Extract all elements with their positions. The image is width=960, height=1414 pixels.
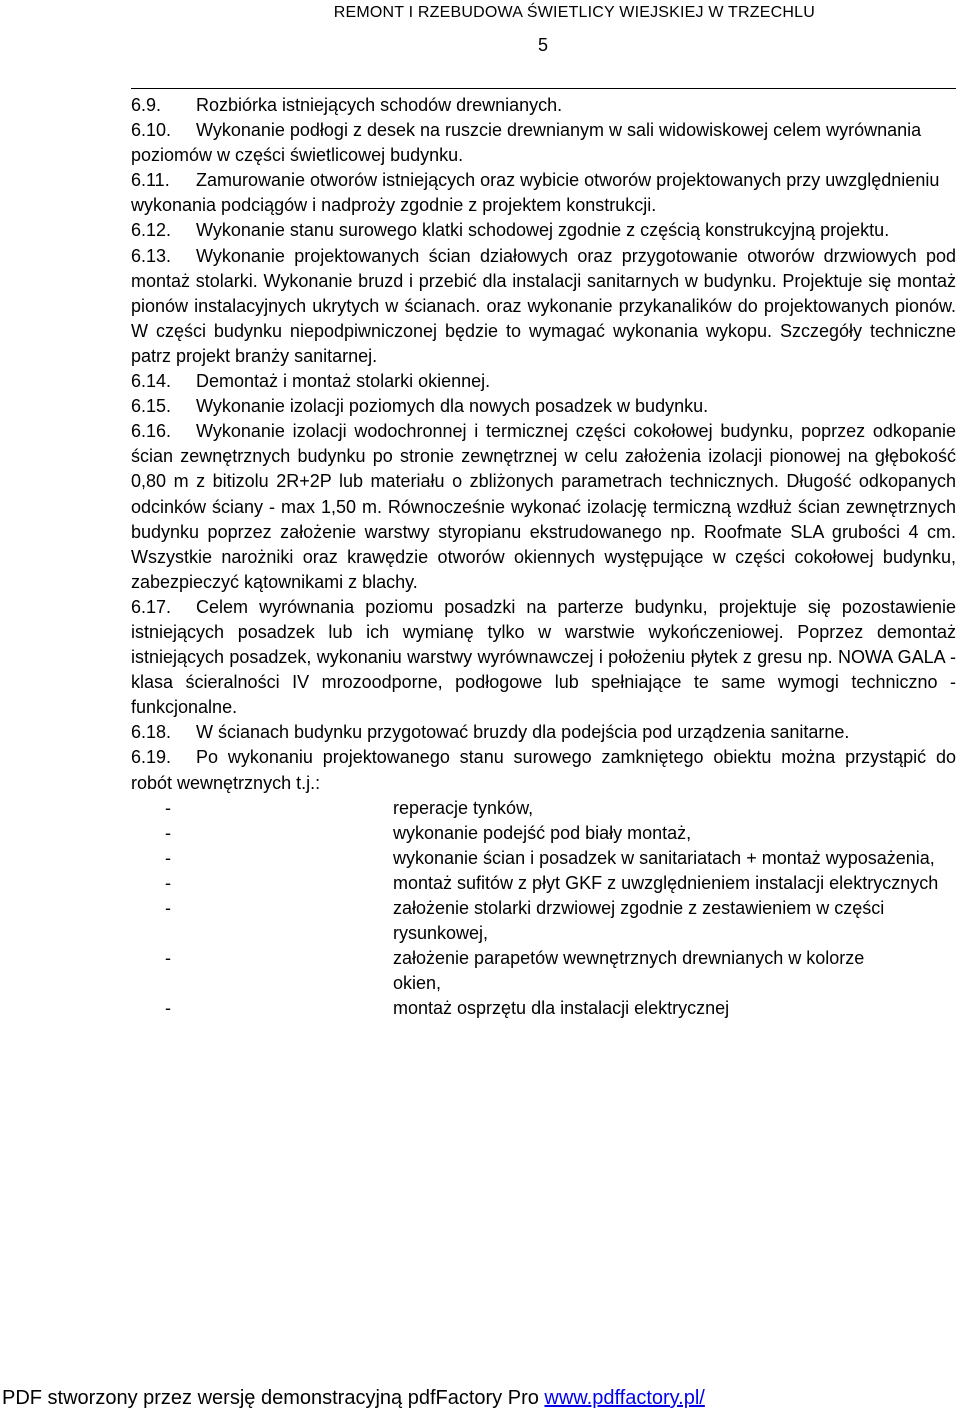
section-6-16 [131,419,956,595]
section-number: 6.15. [131,396,172,417]
section-text: Rozbiórka istniejących schodów drewnianych. [196,95,563,115]
section-text: Po wykonaniu projektowanego stanu surowego zamkniętego obiektu można przystąpić do robót wewnętrznych t.j.: [131,747,956,793]
section-text: Wykonanie stanu surowego klatki schodowej zgodnie z częścią konstrukcyjną projektu. [196,220,890,241]
section-text: Wykonanie izolacji poziomych dla nowych posadzek w budynku. [196,396,709,417]
list-item-text: wykonanie podejść pod biały montaż, [393,822,692,843]
list-item-text: wykonanie ścian i posadzek w sanitariatach + montaż wyposażenia, [393,847,935,868]
list-item [131,821,956,846]
section-6-11 [131,168,956,218]
list-item [131,796,956,821]
list-bullet: - [165,898,171,918]
section-number: 6.19. [131,747,172,768]
section-text: Wykonanie izolacji wodochronnej i termicznej części cokołowej budynku, poprzez odkopanie ścian zewnętrznych budynku po stronie zewnętrznej w celu założenia izolacji pionowej na głębokość 0,80 m z bitizolu 2R+2P lub materiału o zbliżonych parametrach technicznych. Długość odkopanych odcinków ściany - max 1,50 m. Równocześnie wykonać izolację termiczną wzdłuż ścian zewnętrznych budynku poprzez założenie warstwy styropianu ekstrudowanego np. Roofmate SLA grubości 4 cm. Wszystkie narożniki oraz krawędzie otworów okiennych występujące w części cokołowej budynku, zabezpieczyć kątownikami z blachy. [131,421,956,592]
section-6-19 [131,745,956,795]
section-6-17 [131,595,956,720]
section-text: Zamurowanie otworów istniejących oraz wybicie otworów projektowanych przy uwzględnieniu wykonania podciągów i nadproży zgodnie z projektem konstrukcji. [131,170,940,216]
list-item-text: montaż sufitów z płyt GKF z uwzględnieniem instalacji elektrycznych [393,872,939,893]
section-6-14 [131,369,956,394]
footer-text: PDF stworzony przez wersję demonstracyjną pdfFactory Pro [2,1387,545,1409]
list-item [131,996,956,1021]
list-item [131,846,956,871]
document-title: REMONT I RZEBUDOWA ŚWIETLICY WIEJSKIEJ W TRZECHLU [333,4,815,21]
list-bullet: - [165,948,171,969]
section-text: W ścianach budynku przygotować bruzdy dla podejścia pod urządzenia sanitarne. [196,722,850,743]
section-number: 6.18. [131,722,172,743]
section-6-10 [131,118,956,168]
list-item-text: reperacje tynków, [393,797,534,818]
section-6-13 [131,244,956,369]
section-number: 6.14. [131,371,172,392]
list-bullet: - [165,797,171,818]
section-6-18 [131,720,956,745]
list-bullet: - [165,872,171,893]
section-text: Celem wyrównania poziomu posadzki na parterze budynku, projektuje się pozostawienie istniejących posadzek lub ich wymianę tylko w warstwie wykończeniowej. Poprzez demontaż istniejących posadzek, wykonaniu warstwy wyrównawczej i położeniu płytek z gresu np. NOWA GALA - klasa ścieralności IV mrozoodporne, podłogowe lub spełniające te same wymogi techniczno - funkcjonalne. [131,596,956,718]
header-divider [131,88,956,89]
section-text: Wykonanie podłogi z desek na ruszcie drewnianym w sali widowiskowej celem wyrównania poziomów w części świetlicowej budynku. [131,120,922,166]
list-item-text: założenie parapetów wewnętrznych drewnianych w kolorze okien, [393,948,865,994]
page-number: 5 [538,35,549,55]
list-item-text: montaż osprzętu dla instalacji elektrycznej [393,998,730,1019]
list-item [131,946,956,996]
list-bullet: - [165,822,171,843]
section-number: 6.9. [131,95,162,115]
section-text: Wykonanie projektowanych ścian działowych oraz przygotowanie otworów drzwiowych pod montaż stolarki. Wykonanie bruzd i przebić dla instalacji sanitarnych w budynku. Projektuje się montaż pionów instalacyjnych ukrytych w ścianach. oraz wykonanie przykanalików do projektowanych pionów. W części budynku niepodpiwniczonej będzie to wymagać wykonania wykopu. Szczegóły techniczne patrz projekt branży sanitarnej. [131,245,956,366]
footer-link[interactable]: www.pdffactory.pl/ [544,1387,705,1409]
document-body [131,93,956,1021]
section-number: 6.13. [131,245,172,266]
section-6-12 [131,218,956,243]
section-number: 6.16. [131,421,172,442]
list-item [131,871,956,896]
pdf-footer [2,1386,705,1410]
section-number: 6.17. [131,596,172,617]
section-number: 6.10. [131,120,172,141]
list-item [131,896,956,946]
section-text: Demontaż i montaż stolarki okiennej. [196,371,491,392]
list-bullet: - [165,998,171,1019]
work-list [131,796,956,1022]
section-6-9 [131,93,956,118]
section-6-15 [131,394,956,419]
section-number: 6.11. [131,170,170,191]
list-bullet: - [165,847,171,868]
list-item-text: założenie stolarki drzwiowej zgodnie z zestawieniem w części rysunkowej, [393,898,885,944]
section-number: 6.12. [131,220,172,241]
